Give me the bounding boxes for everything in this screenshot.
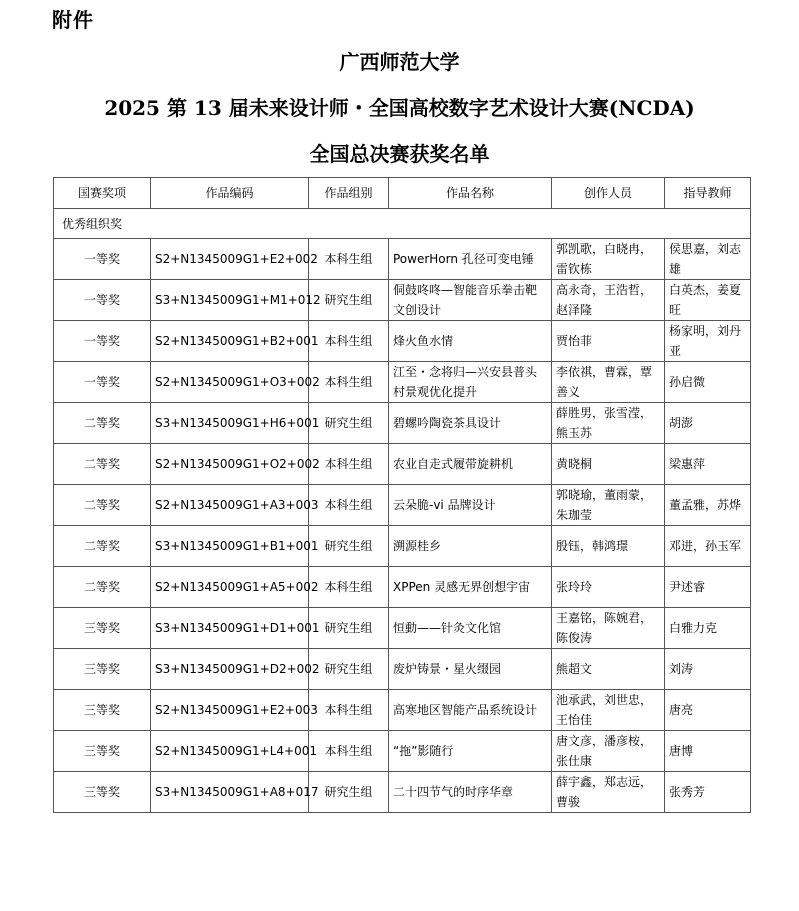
table-row [54, 444, 751, 485]
code-cell: S2+N1345009G1+E2+003 [151, 690, 309, 731]
table-row [54, 608, 751, 649]
code-cell: S2+N1345009G1+L4+001 [151, 731, 309, 772]
award-cell: 三等奖 [54, 608, 151, 649]
group-cell: 研究生组 [309, 608, 389, 649]
header-group: 作品组别 [309, 178, 389, 209]
creators-cell: 殷钰，韩鸿璟 [552, 526, 665, 567]
code-cell: S3+N1345009G1+M1+012 [151, 280, 309, 321]
table-row [54, 567, 751, 608]
creators-cell: 薛宇鑫，郑志远，曹骏 [552, 772, 665, 813]
org-award-cell: 优秀组织奖 [54, 209, 751, 239]
award-cell: 二等奖 [54, 444, 151, 485]
code-cell: S2+N1345009G1+A5+002 [151, 567, 309, 608]
org-award-row [54, 209, 751, 239]
code-cell: S3+N1345009G1+D1+001 [151, 608, 309, 649]
award-cell: 二等奖 [54, 567, 151, 608]
advisors-cell: 白雅力克 [665, 608, 751, 649]
code-cell: S3+N1345009G1+D2+002 [151, 649, 309, 690]
award-table [53, 177, 751, 813]
creators-cell: 池承武，刘世忠，王怡佳 [552, 690, 665, 731]
work-name-cell: 高寒地区智能产品系统设计 [389, 690, 552, 731]
award-cell: 二等奖 [54, 485, 151, 526]
advisors-cell: 尹述睿 [665, 567, 751, 608]
work-name-cell: 烽火鱼水情 [389, 321, 552, 362]
code-cell: S3+N1345009G1+H6+001 [151, 403, 309, 444]
creators-cell: 郭晓瑜，董雨蒙，朱珈莹 [552, 485, 665, 526]
award-cell: 三等奖 [54, 772, 151, 813]
award-cell: 一等奖 [54, 321, 151, 362]
work-name-cell: 云朵脆-vi 品牌设计 [389, 485, 552, 526]
work-name-cell: 溯源桂乡 [389, 526, 552, 567]
advisors-cell: 白英杰，姜夏旺 [665, 280, 751, 321]
group-cell: 研究生组 [309, 403, 389, 444]
work-name-cell: PowerHorn 孔径可变电锤 [389, 239, 552, 280]
table-row [54, 772, 751, 813]
award-cell: 三等奖 [54, 649, 151, 690]
attachment-label: 附件 [52, 8, 94, 32]
title-university: 广西师范大学 [339, 50, 460, 74]
group-cell: 研究生组 [309, 526, 389, 567]
advisors-cell: 梁惠萍 [665, 444, 751, 485]
creators-cell: 郭凯歌，白晓冉，雷钦栋 [552, 239, 665, 280]
creators-cell: 张玲玲 [552, 567, 665, 608]
advisors-cell: 刘涛 [665, 649, 751, 690]
group-cell: 本科生组 [309, 362, 389, 403]
work-name-cell: 江至・念将归—兴安县普头村景观优化提升 [389, 362, 552, 403]
advisors-cell: 邓进，孙玉军 [665, 526, 751, 567]
table-row [54, 690, 751, 731]
creators-cell: 唐文彦，潘彦桉，张仕康 [552, 731, 665, 772]
creators-cell: 薛胜男，张雪滢，熊玉苏 [552, 403, 665, 444]
award-cell: 二等奖 [54, 403, 151, 444]
work-name-cell: 碧螺吟陶瓷茶具设计 [389, 403, 552, 444]
table-row [54, 526, 751, 567]
table-row [54, 649, 751, 690]
advisors-cell: 唐亮 [665, 690, 751, 731]
table-row [54, 731, 751, 772]
advisors-cell: 孙启微 [665, 362, 751, 403]
code-cell: S2+N1345009G1+E2+002 [151, 239, 309, 280]
group-cell: 本科生组 [309, 444, 389, 485]
header-creators: 创作人员 [552, 178, 665, 209]
award-cell: 二等奖 [54, 526, 151, 567]
table-row [54, 239, 751, 280]
creators-cell: 李依祺，曹霖，覃善义 [552, 362, 665, 403]
code-cell: S2+N1345009G1+O3+002 [151, 362, 309, 403]
group-cell: 本科生组 [309, 731, 389, 772]
code-cell: S3+N1345009G1+B1+001 [151, 526, 309, 567]
advisors-cell: 董孟雅，苏烨 [665, 485, 751, 526]
table-header-row [54, 178, 751, 209]
header-work-name: 作品名称 [389, 178, 552, 209]
creators-cell: 贾怡菲 [552, 321, 665, 362]
group-cell: 研究生组 [309, 280, 389, 321]
advisors-cell: 侯思嘉，刘志雄 [665, 239, 751, 280]
award-cell: 一等奖 [54, 239, 151, 280]
work-name-cell: 恒動——针灸文化馆 [389, 608, 552, 649]
group-cell: 本科生组 [309, 690, 389, 731]
header-code: 作品编码 [151, 178, 309, 209]
work-name-cell: 农业自走式履带旋耕机 [389, 444, 552, 485]
advisors-cell: 唐博 [665, 731, 751, 772]
work-name-cell: 侗鼓咚咚—智能音乐拳击靶文创设计 [389, 280, 552, 321]
group-cell: 本科生组 [309, 567, 389, 608]
table-row [54, 321, 751, 362]
creators-cell: 王嘉铭，陈婉君，陈俊涛 [552, 608, 665, 649]
group-cell: 本科生组 [309, 485, 389, 526]
group-cell: 研究生组 [309, 649, 389, 690]
work-name-cell: 废炉铸景・星火缀园 [389, 649, 552, 690]
advisors-cell: 张秀芳 [665, 772, 751, 813]
group-cell: 研究生组 [309, 772, 389, 813]
code-cell: S2+N1345009G1+A3+003 [151, 485, 309, 526]
table-row [54, 485, 751, 526]
award-cell: 一等奖 [54, 362, 151, 403]
table-row [54, 362, 751, 403]
group-cell: 本科生组 [309, 239, 389, 280]
code-cell: S3+N1345009G1+A8+017 [151, 772, 309, 813]
table-row [54, 403, 751, 444]
advisors-cell: 杨家明，刘丹亚 [665, 321, 751, 362]
title-competition: 2025 第 13 届未来设计师・全国高校数字艺术设计大赛(NCDA) [104, 96, 695, 120]
award-cell: 三等奖 [54, 690, 151, 731]
work-name-cell: “拖”影随行 [389, 731, 552, 772]
header-award: 国赛奖项 [54, 178, 151, 209]
work-name-cell: XPPen 灵感无界创想宇宙 [389, 567, 552, 608]
creators-cell: 黄晓桐 [552, 444, 665, 485]
creators-cell: 熊超文 [552, 649, 665, 690]
group-cell: 本科生组 [309, 321, 389, 362]
code-cell: S2+N1345009G1+O2+002 [151, 444, 309, 485]
table-row [54, 280, 751, 321]
award-cell: 一等奖 [54, 280, 151, 321]
title-award-list: 全国总决赛获奖名单 [309, 142, 490, 166]
creators-cell: 高永奇，王浩哲，赵泽隆 [552, 280, 665, 321]
code-cell: S2+N1345009G1+B2+001 [151, 321, 309, 362]
advisors-cell: 胡澎 [665, 403, 751, 444]
award-cell: 三等奖 [54, 731, 151, 772]
header-advisors: 指导教师 [665, 178, 751, 209]
work-name-cell: 二十四节气的时序华章 [389, 772, 552, 813]
